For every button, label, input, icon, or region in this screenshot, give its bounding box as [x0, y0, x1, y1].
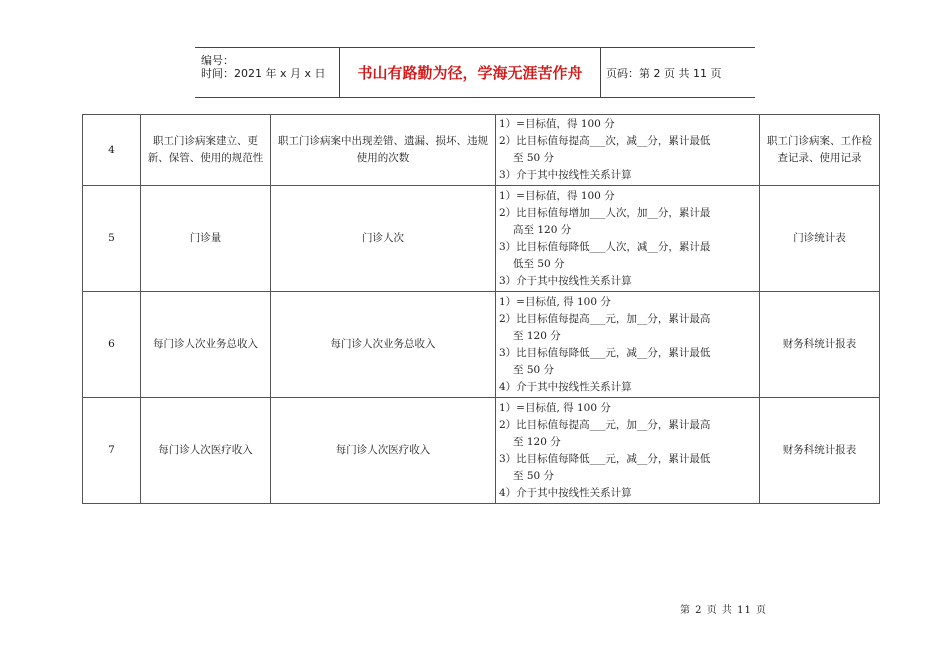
scoring-rule-line: 4）介于其中按线性关系计算: [499, 486, 632, 499]
indicator-name: 每门诊人次业务总收入: [141, 292, 271, 398]
header-meta: [195, 48, 339, 97]
scoring-rule-line: 1）=目标值，得 100 分: [499, 189, 615, 202]
indicator-definition: 每门诊人次医疗收入: [271, 398, 496, 504]
data-source: 财务科统计报表: [760, 398, 880, 504]
page-label: 页码：第 2 页 共 11 页: [606, 66, 722, 80]
scoring-rule-line: 1）=目标值, 得 100 分: [499, 295, 611, 308]
data-source: 门诊统计表: [760, 186, 880, 292]
data-source: 财务科统计报表: [760, 292, 880, 398]
indicator-definition: 门诊人次: [271, 186, 496, 292]
motto: 书山有路勤为径，学海无涯苦作舟: [357, 64, 583, 82]
scoring-rule-line: 3）比目标值每降低___元，减__分，累计最低: [499, 452, 711, 465]
scoring-rule-line: 至 120 分: [513, 435, 561, 448]
time-label: 时间：2021 年 x 月 x 日: [201, 67, 326, 80]
scoring-rule-line: 4）介于其中按线性关系计算: [499, 380, 632, 393]
page-header: [195, 47, 755, 98]
scoring-rule-line: 高至 120 分: [513, 223, 572, 236]
indicator-definition: 每门诊人次业务总收入: [271, 292, 496, 398]
scoring-rule-line: 2）比目标值每提高___次，减__分，累计最低: [499, 135, 711, 147]
scoring-rule-line: 至 50 分: [513, 152, 555, 164]
indicator-name: 每门诊人次医疗收入: [141, 398, 271, 504]
scoring-rule-line: 2）比目标值每提高___元，加__分，累计最高: [499, 312, 711, 325]
scoring-rule-line: 3）比目标值每降低___元，减__分，累计最低: [499, 346, 711, 359]
header-page-cell: [600, 48, 755, 97]
scoring-rule-line: 3）介于其中按线性关系计算: [499, 274, 632, 287]
row-number: 4: [83, 115, 141, 186]
page-footer: 第 2 页 共 11 页: [680, 605, 767, 616]
code-label: 编号：: [201, 54, 234, 67]
row-number: 6: [83, 292, 141, 398]
scoring-rules: [496, 186, 760, 292]
indicator-definition: 职工门诊病案中出现差错、遗漏、损坏、违规使用的次数: [271, 115, 496, 186]
scoring-rule-line: 至 50 分: [513, 363, 555, 376]
scoring-rules: [496, 398, 760, 504]
scoring-rule-line: 3）介于其中按线性关系计算: [499, 169, 632, 181]
scoring-rule-line: 2）比目标值每增加___人次，加__分，累计最: [499, 206, 711, 219]
scoring-rule-line: 1）=目标值, 得 100 分: [499, 401, 611, 414]
data-source: 职工门诊病案、工作检查记录、使用记录: [760, 115, 880, 186]
scoring-rule-line: 1）=目标值，得 100 分: [499, 118, 615, 130]
scoring-rule-line: 3）比目标值每降低___人次，减__分，累计最: [499, 240, 711, 253]
indicator-name: 门诊量: [141, 186, 271, 292]
row-number: 7: [83, 398, 141, 504]
scoring-rule-line: 至 120 分: [513, 329, 561, 342]
scoring-rule-line: 至 50 分: [513, 469, 555, 482]
table-row: [83, 186, 880, 292]
kpi-table: [82, 114, 880, 504]
table-row: [83, 398, 880, 504]
scoring-rules: [496, 292, 760, 398]
scoring-rule-line: 低至 50 分: [513, 257, 565, 270]
header-motto-cell: [339, 48, 601, 97]
table-row: [83, 292, 880, 398]
scoring-rules: [496, 115, 760, 186]
row-number: 5: [83, 186, 141, 292]
table-row: [83, 115, 880, 186]
scoring-rule-line: 2）比目标值每提高___元，加__分，累计最高: [499, 418, 711, 431]
indicator-name: 职工门诊病案建立、更新、保管、使用的规范性: [141, 115, 271, 186]
